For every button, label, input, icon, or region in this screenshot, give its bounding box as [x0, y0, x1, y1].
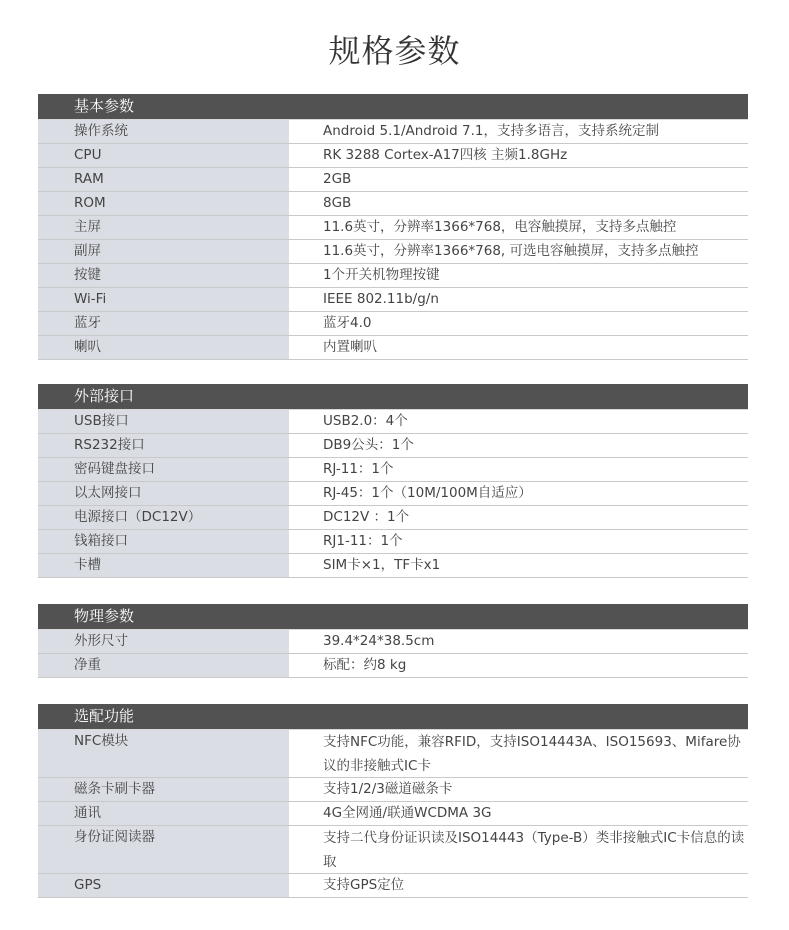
table-row: [38, 410, 748, 434]
row-label: 净重: [38, 654, 289, 677]
table-row: [38, 120, 748, 144]
row-value: 1个开关机物理按键: [323, 267, 440, 283]
table-row: [38, 826, 748, 874]
row-label: CPU: [38, 144, 289, 167]
table-row: [38, 730, 748, 778]
row-label: USB接口: [38, 410, 289, 433]
row-label: 按键: [38, 264, 289, 287]
row-label: 蓝牙: [38, 312, 289, 335]
row-value: 标配：约8 kg: [323, 657, 407, 673]
row-label: 钱箱接口: [38, 530, 289, 553]
row-label: ROM: [38, 192, 289, 215]
table-row: [38, 264, 748, 288]
table-row: [38, 144, 748, 168]
section-header: 物理参数: [38, 604, 748, 630]
row-label: 卡槽: [38, 554, 289, 577]
row-label: RAM: [38, 168, 289, 191]
table-row: [38, 240, 748, 264]
row-value: 内置喇叭: [323, 339, 377, 355]
table-row: [38, 168, 748, 192]
row-label: 电源接口（DC12V）: [38, 506, 289, 529]
row-value: 支持二代身份证识读及ISO14443（Type-B）类非接触式IC卡信息的读取: [323, 830, 745, 870]
row-value: RJ-11：1个: [323, 461, 394, 477]
page-title: 规格参数: [328, 32, 461, 70]
table-row: [38, 288, 748, 312]
section-header: 选配功能: [38, 704, 748, 730]
row-value: 11.6英寸，分辨率1366*768，电容触摸屏，支持多点触控: [323, 219, 677, 235]
row-value: RJ-45：1个（10M/100M自适应）: [323, 485, 532, 501]
table-row: [38, 554, 748, 578]
row-value: USB2.0：4个: [323, 413, 408, 429]
row-label: 主屏: [38, 216, 289, 239]
row-value: DB9公头：1个: [323, 437, 414, 453]
row-label: 喇叭: [38, 336, 289, 359]
row-value: 39.4*24*38.5cm: [323, 633, 435, 649]
table-row: [38, 312, 748, 336]
table-row: [38, 458, 748, 482]
row-value: IEEE 802.11b/g/n: [323, 291, 439, 307]
table-row: [38, 216, 748, 240]
section-external-ports: [38, 384, 748, 578]
row-value: 4G全网通/联通WCDMA 3G: [323, 805, 492, 821]
row-value: 支持GPS定位: [323, 877, 405, 893]
table-row: [38, 802, 748, 826]
row-value: 支持NFC功能，兼容RFID，支持ISO14443A、ISO15693、Mifare协议的非接触式IC卡: [323, 734, 741, 774]
table-row: [38, 482, 748, 506]
table-row: [38, 874, 748, 898]
row-label: 外形尺寸: [38, 630, 289, 653]
row-label: Wi-Fi: [38, 288, 289, 311]
section-header: 基本参数: [38, 94, 748, 120]
row-label: 副屏: [38, 240, 289, 263]
row-label: RS232接口: [38, 434, 289, 457]
row-value: 支持1/2/3磁道磁条卡: [323, 781, 453, 797]
row-value: 蓝牙4.0: [323, 315, 372, 331]
row-value: RK 3288 Cortex-A17四核 主频1.8GHz: [323, 147, 568, 163]
row-label: NFC模块: [38, 730, 289, 777]
row-label: 密码键盘接口: [38, 458, 289, 481]
row-value: DC12V ：1个: [323, 509, 410, 525]
section-physical-params: [38, 604, 748, 678]
table-row: [38, 506, 748, 530]
row-label: 磁条卡刷卡器: [38, 778, 289, 801]
table-row: [38, 778, 748, 802]
section-basic-params: [38, 94, 748, 360]
row-value: 2GB: [323, 171, 352, 187]
row-value: 11.6英寸，分辨率1366*768, 可选电容触摸屏，支持多点触控: [323, 243, 699, 259]
table-row: [38, 336, 748, 360]
row-value: RJ1-11：1个: [323, 533, 403, 549]
row-value: 8GB: [323, 195, 352, 211]
table-row: [38, 530, 748, 554]
row-label: GPS: [38, 874, 289, 897]
section-header: 外部接口: [38, 384, 748, 410]
row-value: SIM卡×1，TF卡x1: [323, 557, 441, 573]
section-optional-features: [38, 704, 748, 898]
table-row: [38, 192, 748, 216]
row-label: 以太网接口: [38, 482, 289, 505]
table-row: [38, 630, 748, 654]
table-row: [38, 434, 748, 458]
row-label: 身份证阅读器: [38, 826, 289, 873]
row-label: 通讯: [38, 802, 289, 825]
row-value: Android 5.1/Android 7.1，支持多语言，支持系统定制: [323, 123, 659, 139]
table-row: [38, 654, 748, 678]
row-label: 操作系统: [38, 120, 289, 143]
